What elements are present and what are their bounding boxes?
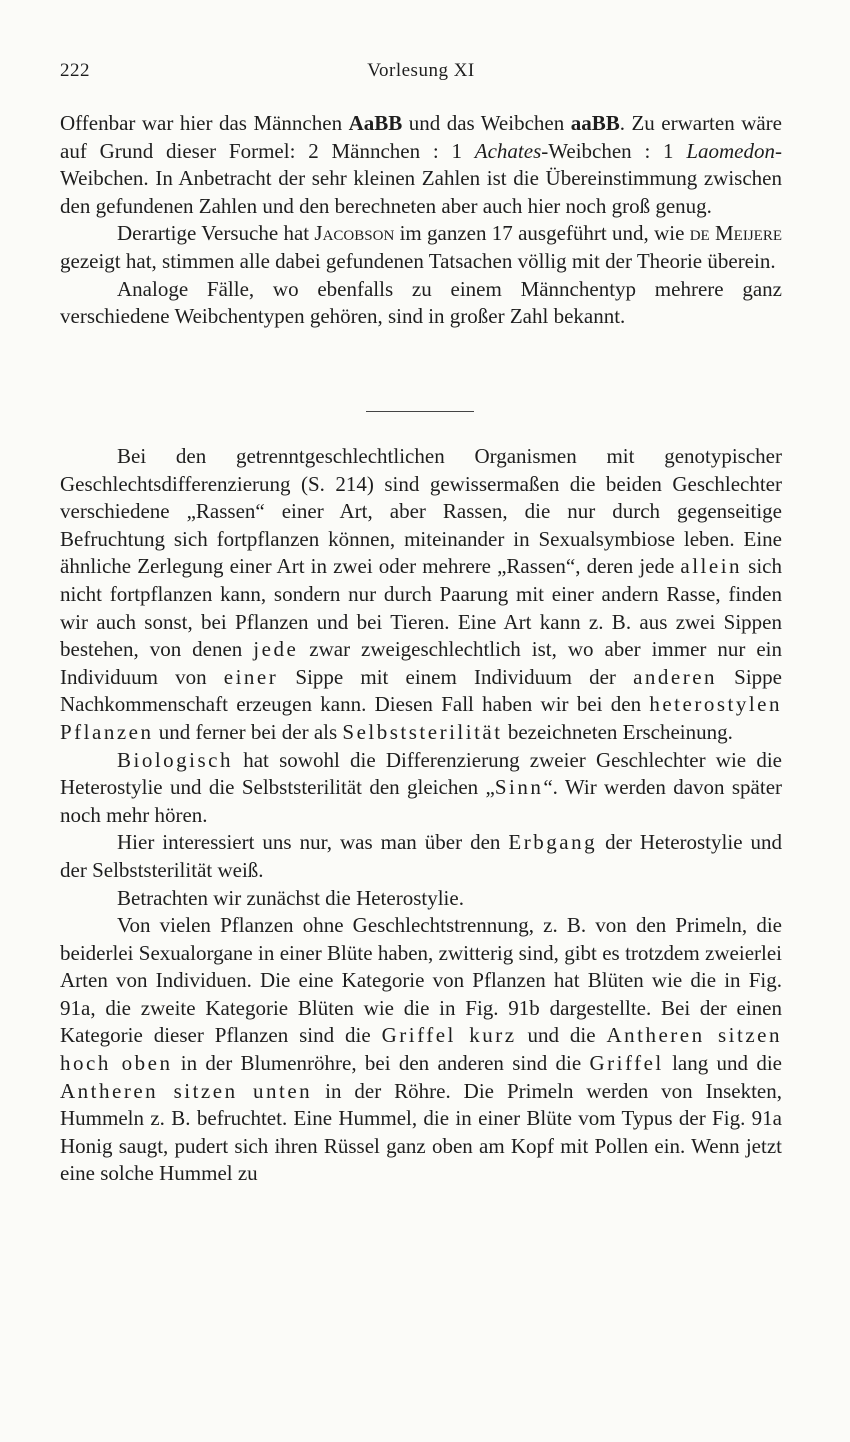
species-name-laomedon: Laomedon bbox=[686, 138, 775, 163]
emphasis: anderen bbox=[633, 664, 718, 689]
emphasis: Sinn bbox=[494, 775, 544, 800]
text-run: “. Wir werden davon später noch mehr hören. bbox=[60, 775, 783, 827]
text-run: zwar zweigeschlechtlich ist, wo aber immer nur ein Individuum von bbox=[60, 637, 782, 689]
text-run: Derartige Versuche hat bbox=[117, 221, 315, 246]
text-run: Bei den getrenntgeschlechtlichen Organismen mit genotypischer Geschlechtsdifferenzierung (S. 214) sind gewissermaßen die beiden Geschlechter verschiedene „Rassen“ einer Art, aber Rassen, die nur durch gegenseitige Befruchtung sich fortpflanzen können, miteinander in Sexualsymbiose leben. Eine ähnliche Zerlegung einer Art in zwei oder mehrere „Rassen“, deren jede bbox=[60, 444, 782, 579]
section-divider bbox=[366, 411, 474, 412]
text-run: Hier interessiert uns nur, was man über den bbox=[117, 830, 509, 855]
author-name-jacobson: Jacobson bbox=[314, 221, 395, 246]
emphasis: allein bbox=[680, 554, 743, 579]
text-run: in der Blumenröhre, bei den anderen sind die bbox=[172, 1051, 590, 1076]
emphasis: jede bbox=[253, 637, 299, 662]
emphasis: Biologisch bbox=[117, 747, 234, 772]
text-run: gezeigt hat, stimmen alle dabei gefundenen Tatsachen völlig mit der Theorie überein. bbox=[60, 248, 776, 273]
text-run: und das Weibchen bbox=[402, 111, 571, 135]
emphasis: Griffel kurz bbox=[381, 1023, 517, 1048]
genotype-male: AaBB bbox=[348, 111, 403, 135]
text-run: lang und die bbox=[663, 1051, 782, 1076]
emphasis: Erbgang bbox=[508, 830, 598, 855]
text-run: im ganzen 17 ausgeführt und, wie bbox=[394, 221, 690, 246]
text-block-top bbox=[60, 110, 782, 331]
emphasis: Selbststerilität bbox=[342, 719, 503, 744]
genotype-female: aaBB bbox=[570, 111, 620, 135]
species-name-achates: Achates bbox=[474, 138, 542, 163]
emphasis: Antheren sitzen unten bbox=[60, 1078, 313, 1103]
paragraph-7: Betrachten wir zunächst die Heterostylie. bbox=[117, 885, 464, 910]
text-run: Von vielen Pflanzen ohne Geschlechtstrennung, z. B. von den Primeln, die beiderlei Sexualorgane in einer Blüte haben, zwitterig sind, gibt es trotzdem zweierlei Arten von Individuen. Die eine Kategorie von Pflanzen hat Blüten wie die in Fig. 91a, die zweite Kategorie Blüten wie die in Fig. 91b dargestellte. Bei der einen Kategorie dieser Pflanzen sind die bbox=[60, 913, 782, 1048]
text-run: Offenbar war hier das Männchen bbox=[60, 111, 349, 135]
text-run: -Weibchen : 1 bbox=[541, 138, 687, 163]
text-run: in der Röhre. Die Primeln werden von Insekten, Hummeln z. B. befruchtet. Eine Hummel, die in einer Blüte vom Typus der Fig. 91a Honig saugt, pudert sich ihren Rüssel ganz oben am Kopf mit Pollen ein. Wenn jetzt eine solche Hummel zu bbox=[60, 1078, 782, 1186]
text-run: sich nicht fortpflanzen kann, sondern nur durch Paarung mit einer andern Rasse, finden wir auch sonst, bei Pflanzen und bei Tieren. Eine Art kann z. B. aus zwei Sippen bestehen, von denen bbox=[60, 554, 782, 662]
text-run: bezeichneten Erscheinung. bbox=[502, 719, 733, 744]
paragraph-2 bbox=[60, 220, 782, 275]
text-run: Sippe Nachkommenschaft erzeugen kann. Diesen Fall haben wir bei den bbox=[60, 664, 783, 717]
paragraph-1 bbox=[60, 110, 782, 220]
page-number: 222 bbox=[60, 60, 90, 81]
text-run: Sippe mit einem Individuum der bbox=[278, 664, 634, 689]
text-run: und ferner bei der als bbox=[153, 719, 343, 744]
author-name-de-meijere: de Meijere bbox=[689, 221, 782, 246]
text-run: -Weibchen. In Anbetracht der sehr kleinen Zahlen ist die Übereinstimmung zwischen den gefundenen Zahlen und den berechneten aber auch hier noch groß genug. bbox=[60, 138, 782, 218]
paragraph-8 bbox=[60, 912, 782, 1188]
emphasis: Antheren sitzen hoch oben bbox=[60, 1023, 782, 1076]
paragraph-6 bbox=[60, 829, 782, 884]
text-run: . Zu erwarten wäre auf Grund dieser Formel: 2 Männchen : 1 bbox=[60, 111, 782, 163]
emphasis: Griffel bbox=[589, 1051, 664, 1076]
running-head: Vorlesung XI bbox=[367, 60, 475, 81]
paragraph-5 bbox=[60, 747, 782, 830]
paragraph-3: Analoge Fälle, wo ebenfalls zu einem Männchentyp mehrere ganz verschiedene Weibchentypen gehören, sind in großer Zahl bekannt. bbox=[60, 276, 782, 329]
page-header bbox=[60, 60, 782, 90]
emphasis: heterostylen Pflanzen bbox=[60, 692, 782, 744]
text-run: hat sowohl die Differenzierung zweier Geschlechter wie die Heterostylie und die Selbststerilität den gleichen „ bbox=[60, 747, 782, 800]
emphasis: einer bbox=[223, 664, 279, 689]
text-block-main bbox=[60, 443, 782, 1188]
text-run: und die bbox=[516, 1023, 607, 1048]
paragraph-4 bbox=[60, 443, 782, 747]
text-run: der Heterostylie und der Selbststerilität weiß. bbox=[60, 830, 783, 882]
